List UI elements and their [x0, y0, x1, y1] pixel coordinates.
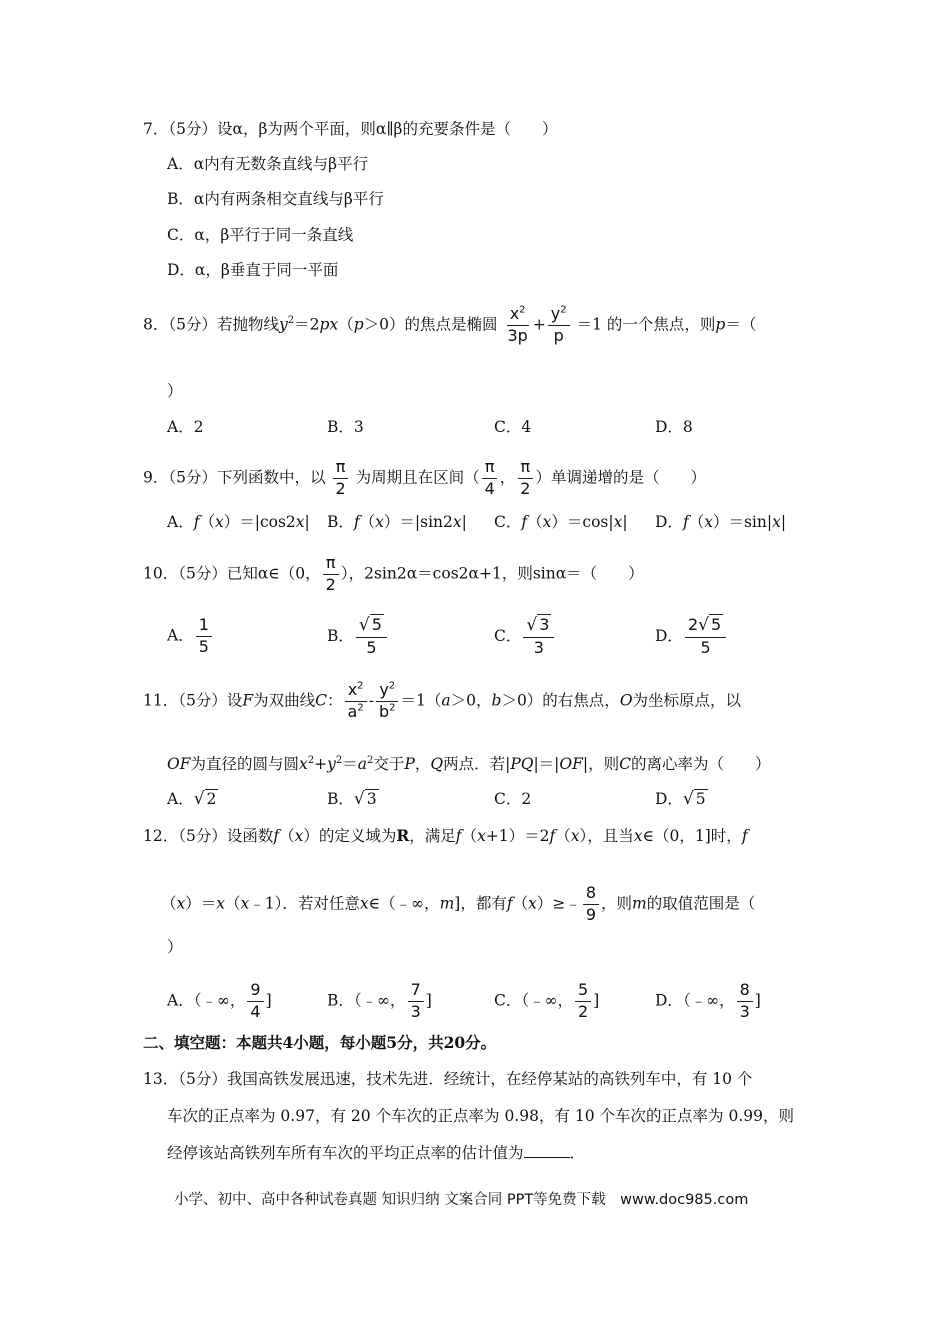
q8-ellipse-term-x: $\frac{x^2}{3p}$ — [507, 304, 528, 345]
q8-option-d: D．8 — [655, 418, 693, 436]
q12-stem-line2: （x）＝x（x﹣1）．若对任意x∈（﹣∞，m]，都有f（x）≥﹣ $\frac{8}{9}$ ，则m的取值范围是（ — [161, 883, 756, 924]
q13-line3: 经停该站高铁列车所有车次的平均正点率的估计值为 ． — [167, 1144, 586, 1162]
q10-option-b: B． $\frac{√ 5}{5}$ — [327, 617, 389, 657]
q10-stem: 10．（5分）已知α∈（0， $\frac{\pi}{2}$ ），2sin2α＝cos2α+1，则sinα＝（ ） — [143, 553, 644, 594]
q9-option-a: A．f（x）＝|cos2x| — [167, 513, 310, 531]
q8-option-c: C．4 — [494, 418, 532, 436]
q12-option-c: C．（﹣∞， $\frac{5}{2}$ ] — [494, 980, 600, 1021]
q7-option-d: D．α，β垂直于同一平面 — [167, 261, 339, 279]
q13-line1: 13．（5分）我国高铁发展迅速，技术先进．经统计，在经停某站的高铁列车中，有 10 个 — [143, 1070, 753, 1088]
q8-option-a: A．2 — [167, 418, 204, 436]
q10-option-d: D． $\frac{2√ 5}{5}$ — [655, 617, 728, 657]
footer-banner: 小学、初中、高中各种试卷真题 知识归纳 文案合同 PPT等免费下载 www.doc985.com — [174, 1192, 749, 1208]
section-heading: 二、填空题：本题共4小题，每小题5分，共20分。 — [143, 1033, 497, 1052]
q11-hyperbola-y: $\frac{y^2}{b^2}$ — [376, 682, 399, 721]
q8-option-b: B．3 — [327, 418, 364, 436]
answer-blank[interactable] — [524, 1143, 570, 1158]
q12-bound-fraction: $\frac{8}{9}$ — [583, 885, 599, 924]
q9-option-b: B．f（x）＝|sin2x| — [327, 513, 467, 531]
q10-pi-half: $\frac{\pi}{2}$ — [323, 555, 339, 594]
q7-option-b: B．α内有两条相交直线与β平行 — [167, 190, 384, 208]
q11-option-d: D．√ 5 — [655, 789, 706, 809]
q9-option-c: C．f（x）＝cos|x| — [494, 513, 628, 531]
q11-stem: 11．（5分）设F为双曲线C： $\frac{x^2}{a^2}$ - $\frac{y^2}{b^2}$ ＝1（a＞0，b＞0）的右焦点，O为坐标原点，以 — [143, 680, 742, 721]
q7-stem: 7．（5分）设α，β为两个平面，则α∥β的充要条件是（ ） — [143, 120, 558, 138]
q12-option-d: D．（﹣∞， $\frac{8}{3}$ ] — [655, 980, 761, 1021]
q7-option-a: A．α内有无数条直线与β平行 — [167, 155, 369, 173]
q9-interval-right: $\frac{\pi}{2}$ — [517, 459, 533, 498]
q8-ellipse-term-y: $\frac{y^2}{p}$ — [548, 306, 570, 345]
q11-option-c: C．2 — [494, 790, 532, 808]
q10-option-c: C． $\frac{√ 3}{3}$ — [494, 617, 556, 657]
q8-stem: 8．（5分）若抛物线$y^2=2px(p>0)$的焦点是椭圆 $\frac{x^2}{3p}$ + $\frac{y^2}{p}$ ＝1 的一个焦点，则p＝（ — [143, 304, 757, 345]
q12-stem-close: ） — [167, 938, 183, 956]
q11-option-a: A．√ 2 — [167, 789, 217, 809]
q11-stem-line2: OF为直径的圆与圆$x^2+y^2=a^2$交于P，Q两点．若|PQ|＝|OF|，则C的离心率为（ ） — [167, 754, 771, 773]
q7-option-c: C．α，β平行于同一条直线 — [167, 226, 354, 244]
q9-period-fraction: $\frac{\pi}{2}$ — [332, 459, 348, 498]
q9-interval-left: $\frac{\pi}{4}$ — [482, 459, 498, 498]
q9-option-d: D．f（x）＝sin|x| — [655, 513, 787, 531]
q12-option-b: B．（﹣∞， $\frac{7}{3}$ ] — [327, 980, 432, 1021]
q12-option-a: A．（﹣∞， $\frac{9}{4}$ ] — [167, 980, 272, 1021]
q9-stem: 9．（5分）下列函数中，以 $\frac{\pi}{2}$ 为周期且在区间（ $\frac{\pi}{4}$ ， $\frac{\pi}{2}$ ）单调递增的是（ ） — [143, 457, 706, 498]
q13-line2: 车次的正点率为 0.97，有 20 个车次的正点率为 0.98，有 10 个车次的正点率为 0.99，则 — [167, 1107, 794, 1125]
q11-option-b: B．√ 3 — [327, 789, 377, 809]
q10-option-a: A． $\frac{1}{5}$ — [167, 617, 214, 656]
q11-hyperbola-x: $\frac{x^2}{a^2}$ — [345, 682, 367, 721]
q12-stem: 12．（5分）设函数f（x）的定义域为R，满足f（x+1）＝2f（x），且当x∈（0，1]时，f — [143, 826, 748, 845]
q8-stem-close: ） — [167, 382, 183, 400]
